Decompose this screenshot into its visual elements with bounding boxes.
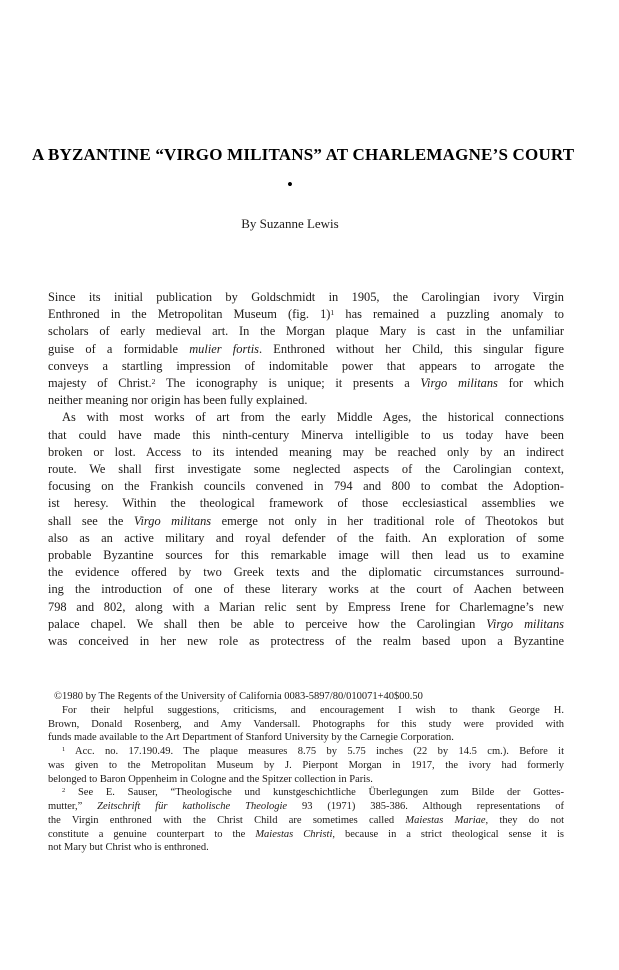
body-text-line: neither meaning nor origin has been fully explained.: [48, 393, 308, 408]
body-text-line: broken or lost. Access to its intended meaning may be reached only by an indirect: [48, 444, 564, 459]
article-body: [48, 289, 564, 650]
body-text-line: was conceived in her new role as protectress of the realm based upon a Byzantine: [48, 634, 564, 649]
body-text-line: guise of a formidable mulier fortis. Enthroned without her Child, this singular figure: [48, 341, 564, 356]
body-text-line: also as an active military and royal defender of the faith. An exploration of some: [48, 530, 564, 545]
body-text-line: focusing on the Frankish councils convened in 794 and 800 to combat the Adoption-: [48, 479, 564, 494]
byline: By Suzanne Lewis: [241, 216, 339, 231]
footnote-line: $^1$ Acc. no. 17.190.49. The plaque measures 8.75 by 5.75 inches (22 by 14.5 cm.). Before it: [62, 746, 564, 757]
footnote-line: mutter,” Zeitschrift für katholische Theologie 93 (1971) 385-386. Although representations of: [48, 801, 564, 812]
body-text-line: ing the introduction of one of these literary works at the court of Aachen between: [48, 582, 564, 597]
footnote-line: funds made available to the Art Department of Stanford University by the Carnegie Corporation.: [48, 732, 454, 744]
footnote-line: was given to the Metropolitan Museum by J. Pierpont Morgan in 1917, the ivory had formerly: [48, 759, 564, 771]
body-text-line: Enthroned in the Metropolitan Museum (fig. 1)$^1$ has remained a puzzling anomaly to: [48, 307, 564, 322]
body-text-line: conveys a startling impression of indomitable power that appears to arrogate the: [48, 358, 564, 373]
footnote-line: not Mary but Christ who is enthroned.: [48, 842, 209, 854]
body-text-line: probable Byzantine sources for this remarkable image will then lead us to examine: [48, 548, 564, 563]
footnote-line: the Virgin enthroned with the Christ Child are sometimes called Maiestas Mariae, they do not: [48, 814, 565, 826]
body-text-line: shall see the Virgo militans emerge not only in her traditional role of Theotokos but: [48, 513, 564, 528]
body-text-line: the evidence offered by two Greek texts and the diplomatic circumstances surround-: [48, 565, 564, 580]
body-text-line: 798 and 802, along with a Marian relic sent by Empress Irene for Charlemagne’s new: [48, 599, 564, 614]
body-text-line: ist heresy. Within the theological framework of those ecclesiastical assemblies we: [48, 496, 564, 511]
footnote-line: belonged to Baron Oppenheim in Cologne and the Spitzer collection in Paris.: [48, 773, 373, 785]
body-text-line: As with most works of art from the early Middle Ages, the historical connections: [62, 410, 564, 425]
footnotes: [48, 690, 564, 855]
footnote-line: $^2$ See E. Sauser, “Theologische und kunstgeschichtliche Überlegungen zum Bilde der Gottes-: [62, 787, 564, 799]
body-text-line: Since its initial publication by Goldschmidt in 1905, the Carolingian ivory Virgin: [48, 290, 564, 304]
footnote-line: constitute a genuine counterpart to the Maiestas Christi, because in a strict theological sense it is: [48, 828, 564, 840]
page-title: A BYZANTINE “VIRGO MILITANS” AT CHARLEMAGNE’S COURT: [32, 145, 575, 164]
body-text-line: palace chapel. We shall then be able to perceive how the Carolingian Virgo militans: [48, 616, 565, 631]
body-text-line: majesty of Christ.$^2$ The iconography is unique; it presents a Virgo militans for which: [48, 376, 564, 391]
footnote-line: ©1980 by The Regents of the University of California 0083-5897/80/010071+40$00.50: [54, 691, 423, 702]
separator: [32, 176, 548, 193]
footnote-line: Brown, Donald Rosenberg, and Amy Vandersall. Photographs for this study were provided with: [48, 718, 564, 730]
footnote-line: For their helpful suggestions, criticisms, and encouragement I wish to thank George H.: [62, 704, 564, 716]
bullet-separator-icon: •: [287, 175, 293, 194]
body-text-line: route. We shall first investigate some neglected aspects of the Carolingian context,: [48, 462, 564, 477]
body-text-line: that could have made this ninth-century Minerva intelligible to us today have been: [48, 427, 564, 442]
body-text-line: scholars of early medieval art. In the Morgan plaque Mary is cast in the unfamiliar: [48, 324, 564, 339]
